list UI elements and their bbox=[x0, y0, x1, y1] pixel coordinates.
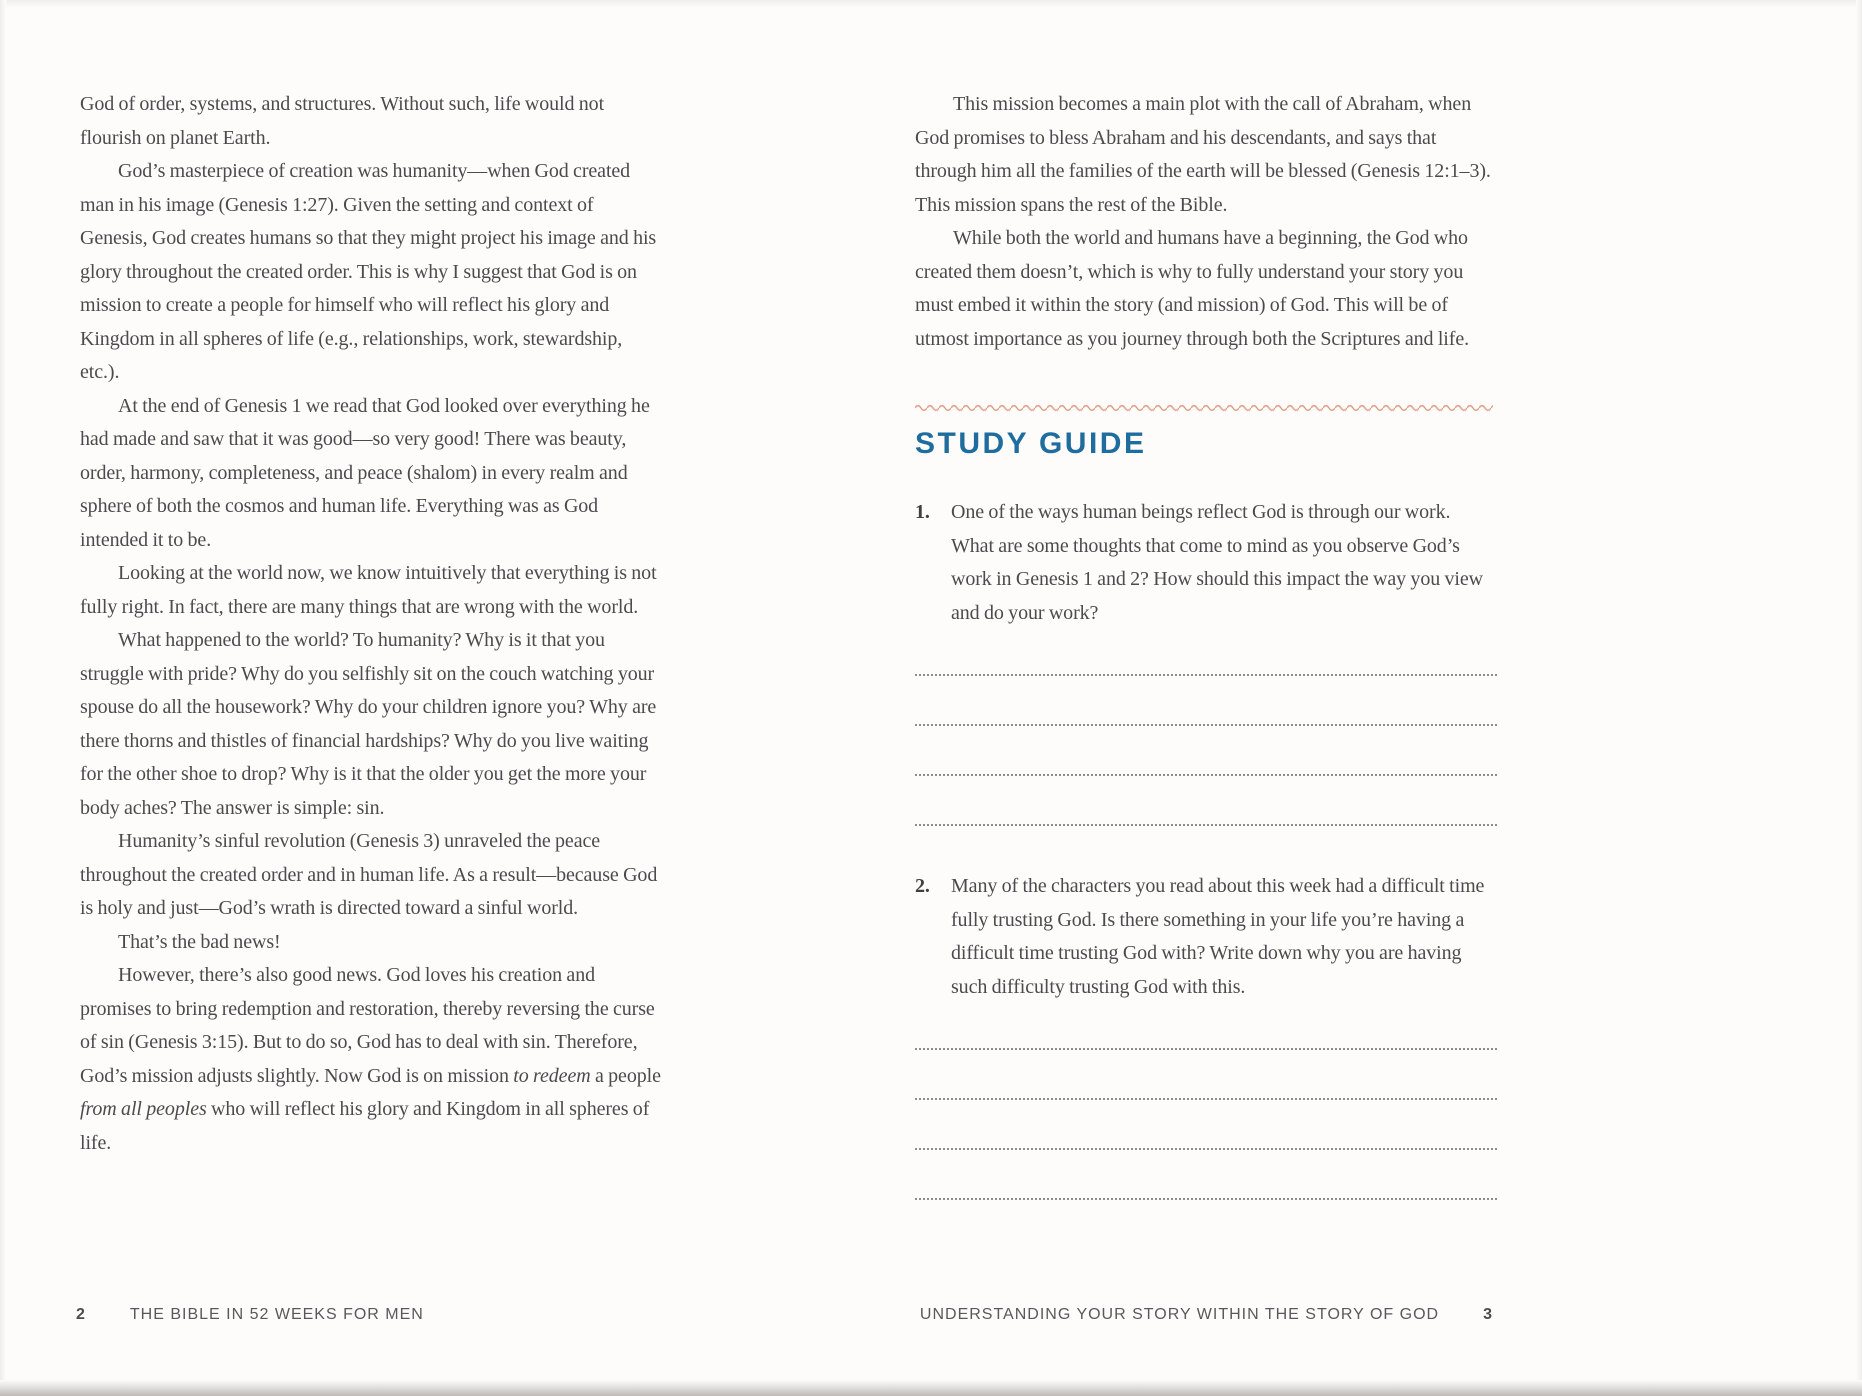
answer-line bbox=[915, 824, 1497, 826]
answer-line bbox=[915, 1048, 1497, 1050]
answer-line bbox=[915, 674, 1497, 676]
answer-line bbox=[915, 724, 1497, 726]
paragraph: God’s masterpiece of creation was humanity—when God created man in his image (Genesis 1:27). Given the setting and context of Genesis, God creates humans so that they might project his image and his glory throughout the created order. This is why I suggest that God is on mission to create a people for himself who will reflect his glory and Kingdom in all spheres of life (e.g., relationships, work, stewardship, etc.). bbox=[80, 160, 657, 383]
paragraph: God of order, systems, and structures. Without such, life would not flourish on planet Earth. bbox=[80, 93, 605, 149]
question-number: 2. bbox=[915, 875, 930, 897]
page-edge-left bbox=[0, 0, 6, 1396]
page-number: 2 bbox=[76, 1306, 86, 1323]
study-guide-heading: STUDY GUIDE bbox=[915, 427, 1147, 460]
answer-line bbox=[915, 1098, 1497, 1100]
right-page-text-column bbox=[915, 88, 1497, 1200]
paragraph: Looking at the world now, we know intuitively that everything is not fully right. In fact, there are many things that are wrong with the world. bbox=[80, 562, 657, 618]
wavy-divider bbox=[915, 390, 1497, 400]
answer-line bbox=[915, 1198, 1497, 1200]
italic-phrase: from all peoples bbox=[80, 1098, 207, 1120]
paragraph: This mission becomes a main plot with the call of Abraham, when God promises to bless Abraham and his descendants, and says that through him all the families of the earth will be blessed (Genesis 12:1–3). This mission spans the rest of the Bible. bbox=[915, 93, 1491, 216]
study-question-1 bbox=[915, 496, 1497, 826]
footer-right bbox=[911, 1306, 1493, 1324]
text-run: who will reflect his glory and Kingdom in all spheres of life. bbox=[80, 1098, 650, 1154]
paragraph: Humanity’s sinful revolution (Genesis 3) unraveled the peace throughout the created order and in human life. As a result—because God is holy and just—God’s wrath is directed toward a sinful world. bbox=[80, 830, 658, 919]
study-question-2 bbox=[915, 870, 1497, 1200]
paragraph: That’s the bad news! bbox=[118, 930, 281, 953]
footer-left bbox=[76, 1306, 658, 1324]
italic-phrase: to redeem bbox=[513, 1064, 591, 1087]
paragraph bbox=[80, 959, 662, 1160]
question-text: Many of the characters you read about this week had a difficult time fully trusting God. Is there something in your life you’re having a difficult time trusting God with? Write down why you are having such difficulty trusting God with this. bbox=[951, 875, 1485, 998]
answer-line bbox=[915, 774, 1497, 776]
page-edge-right bbox=[1856, 0, 1862, 1396]
page-number: 3 bbox=[1483, 1306, 1493, 1323]
page-edge-bottom bbox=[0, 1380, 1862, 1396]
paragraph: At the end of Genesis 1 we read that God looked over everything he had made and saw that it was good—so very good! There was beauty, order, harmony, completeness, and peace (shalom) in every realm and sphere of both the cosmos and human life. Everything was as God intended it to be. bbox=[80, 394, 650, 551]
answer-lines bbox=[915, 1048, 1497, 1200]
running-title: THE BIBLE IN 52 WEEKS FOR MEN bbox=[129, 1306, 424, 1323]
left-page-text-column bbox=[80, 88, 662, 1160]
page-edge-top bbox=[0, 0, 1862, 8]
paragraph: What happened to the world? To humanity? Why is it that you struggle with pride? Why do you selfishly sit on the couch watching your spouse do all the housework? Why do your children ignore you? Why are there thorns and thistles of financial hardships? Why do you live waiting for the other shoe to drop? Why is it that the older you get the more your body aches? The answer is simple: sin. bbox=[80, 629, 657, 819]
answer-line bbox=[915, 1148, 1497, 1150]
text-run: a people bbox=[590, 1064, 661, 1087]
paragraph: While both the world and humans have a beginning, the God who created them doesn’t, which is why to fully understand your story you must embed it within the story (and mission) of God. This will be of utmost importance as you journey through both the Scriptures and life. bbox=[915, 227, 1469, 350]
answer-lines bbox=[915, 674, 1497, 826]
question-text: One of the ways human beings reflect God is through our work. What are some thoughts that come to mind as you observe God’s work in Genesis 1 and 2? How should this impact the way you view and do your work? bbox=[951, 501, 1484, 624]
text-run: However, there’s also good news. God loves his creation and promises to bring redemption and restoration, thereby reversing the curse of sin (Genesis 3:15). But to do so, God has to deal with sin. Therefore, God’s mission adjusts slightly. Now God is on mission bbox=[80, 964, 655, 1087]
question-number: 1. bbox=[915, 501, 930, 523]
running-title: UNDERSTANDING YOUR STORY WITHIN THE STORY OF GOD bbox=[919, 1306, 1440, 1323]
